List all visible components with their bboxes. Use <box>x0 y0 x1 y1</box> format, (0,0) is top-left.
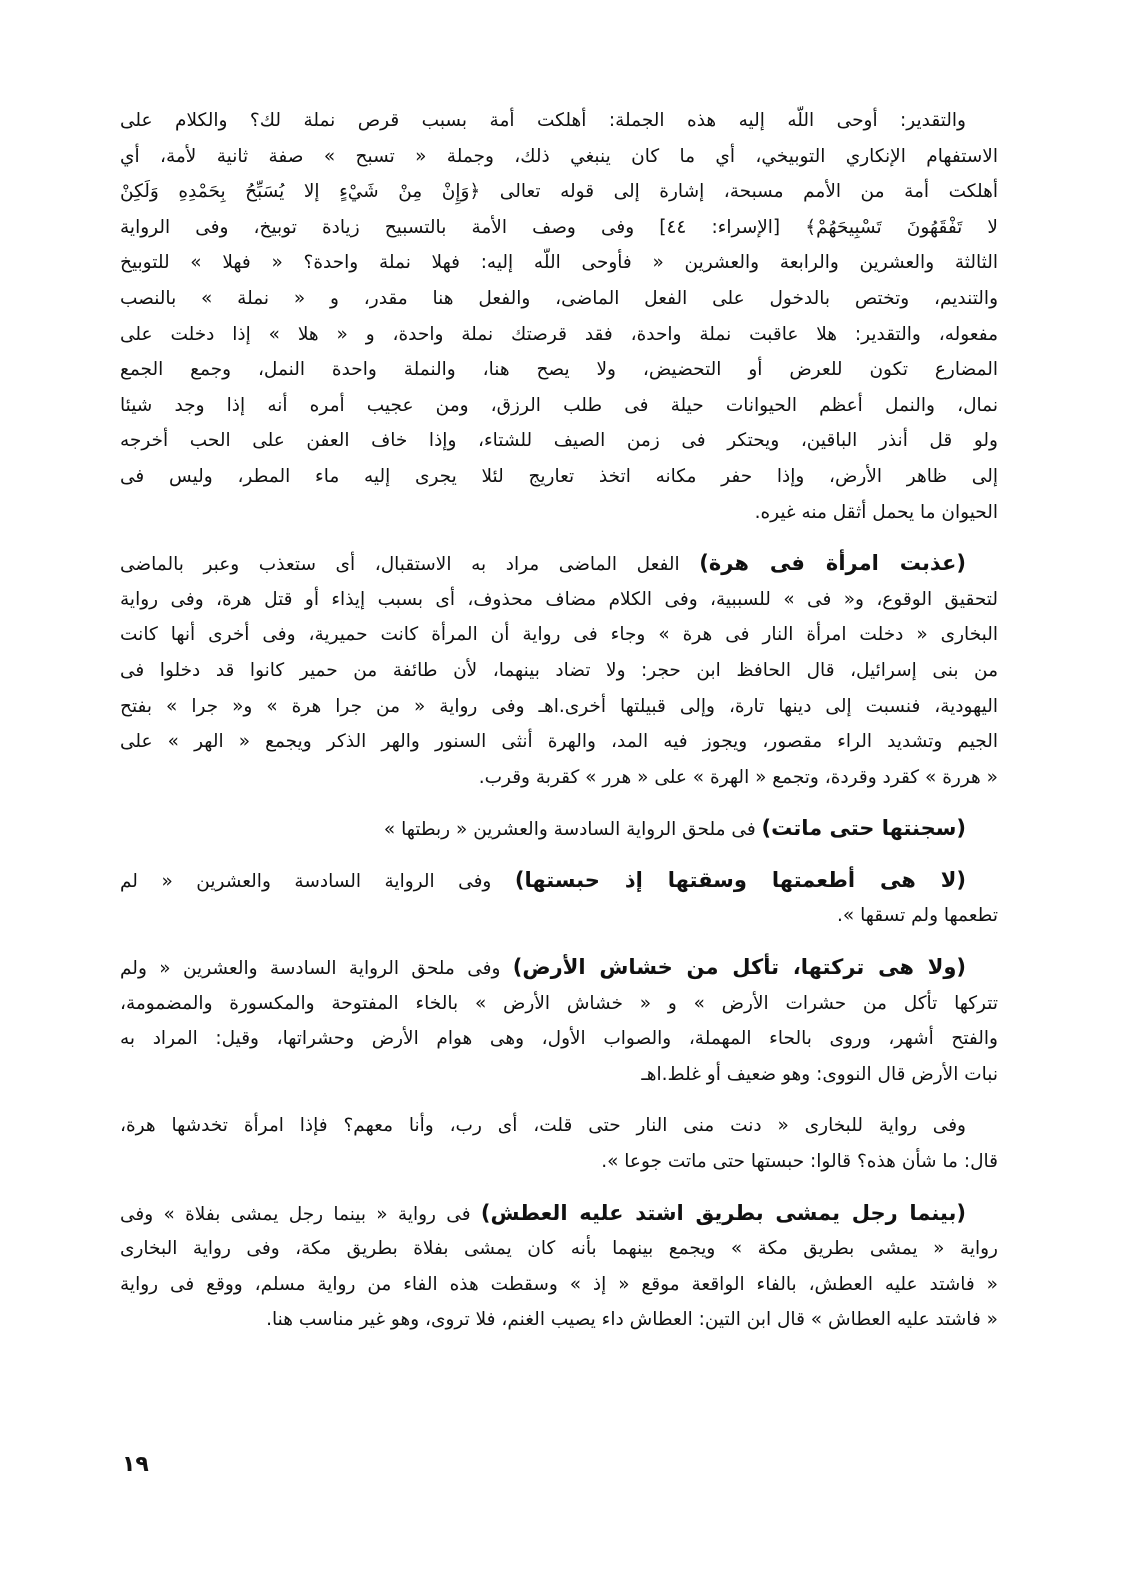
line-text: من بنى إسرائيل، قال الحافظ ابن حجر: ولا تضاد بينهما، لأن طائفة من حمير كانوا قد دخلوا فى <box>120 659 998 681</box>
paragraph <box>120 811 998 847</box>
line-text: تتركها تأكل من حشرات الأرض » و « خشاش الأرض » بالخاء المفتوحة والمكسورة والمضمومة، <box>120 992 998 1014</box>
bold-hadith-phrase: (سجنتها حتى ماتت) <box>761 816 966 841</box>
line-text: الحيوان ما يحمل أثقل منه غيره. <box>754 501 998 523</box>
line-text: لا تَفْقَهُونَ تَسْبِيحَهُمْ﴾ [الإسراء: ٤٤] وفى وصف الأمة بالتسبيح زيادة توبيخ، وفى الرواية <box>120 216 998 238</box>
page-number: ١٩ <box>122 1452 149 1477</box>
line-text: وفى ملحق الرواية السادسة والعشرين « ولم <box>120 958 513 980</box>
text-line <box>120 653 998 689</box>
paragraph <box>120 1108 998 1179</box>
text-line <box>120 689 998 725</box>
line-text: البخارى « دخلت امرأة النار فى هرة » وجاء فى رواية أن المرأة كانت حميرية، وفى أخرى أنها كانت <box>120 624 998 646</box>
line-text: إلى ظاهر الأرض، وإذا حفر مكانه اتخذ تعاريج لئلا يجرى إليه ماء المطر، وليس فى <box>120 465 998 487</box>
text-line <box>120 281 998 317</box>
line-text: ولو قل أنذر الباقين، ويحتكر فى زمن الصيف للشتاء، وإذا خاف العفن على الحب أخرجه <box>120 430 998 452</box>
text-line <box>120 352 998 388</box>
page-body <box>120 103 998 1354</box>
line-text: نبات الأرض قال النووى: وهو ضعيف أو غلط.اهـ <box>641 1063 998 1085</box>
line-text: فى رواية « بينما رجل يمشى بفلاة » وفى <box>120 1203 481 1225</box>
text-line <box>120 1267 998 1303</box>
text-line <box>120 811 998 847</box>
line-text: والفتح أشهر، وروى بالحاء المهملة، والصواب الأول، وهى هوام الأرض وحشراتها، وقيل: المراد به <box>120 1028 998 1050</box>
text-line <box>120 986 998 1022</box>
bold-hadith-phrase: (لا هى أطعمتها وسقتها إذ حبستها) <box>514 867 967 892</box>
text-line <box>120 760 998 796</box>
text-line <box>120 210 998 246</box>
bold-hadith-phrase: (بينما رجل يمشى بطريق اشتد عليه العطش) <box>480 1200 966 1225</box>
line-text: لتحقيق الوقوع، و« فى » للسببية، وفى الكلام مضاف محذوف، أى بسبب إيذاء أو قتل هرة، وفى رواية <box>120 588 998 610</box>
text-line <box>120 388 998 424</box>
line-text: فى ملحق الرواية السادسة والعشرين « ربطتها » <box>383 819 762 841</box>
line-text: المضارع تكون للعرض أو التحضيض، ولا يصح هنا، والنملة واحدة النمل، وجمع الجمع <box>120 359 998 381</box>
text-line <box>120 495 998 531</box>
line-text: الثالثة والعشرين والرابعة والعشرين « فأوحى اللّه إليه: فهلا نملة واحدة؟ « فهلا » للتوبيخ <box>120 252 998 274</box>
line-text: نمال، والنمل أعظم الحيوانات حيلة فى طلب الرزق، ومن عجيب أمره أنه إذا وجد شيئا <box>120 394 998 416</box>
text-line <box>120 724 998 760</box>
text-line <box>120 1144 998 1180</box>
text-line <box>120 1057 998 1093</box>
text-line <box>120 1196 998 1232</box>
line-text: وفى رواية للبخارى « دنت منى النار حتى قلت، أى رب، وأنا معهم؟ فإذا امرأة تخدشها هرة، <box>120 1115 966 1137</box>
text-line <box>120 174 998 210</box>
text-line <box>120 459 998 495</box>
paragraph <box>120 863 998 934</box>
line-text: وفى الرواية السادسة والعشرين « لم <box>120 870 515 892</box>
text-line <box>120 582 998 618</box>
line-text: الجيم وتشديد الراء مقصور، ويجوز فيه المد، والهرة أنثى السنور والهر الذكر ويجمع « الهر » على <box>120 731 998 753</box>
line-text: « فاشتد عليه العطاش » قال ابن التين: العطاش داء يصيب الغنم، فلا تروى، وهو غير مناسب هنا. <box>266 1309 998 1331</box>
text-line <box>120 423 998 459</box>
paragraph <box>120 950 998 1092</box>
line-text: الاستفهام الإنكاري التوبيخي، أي ما كان ينبغي ذلك، وجملة « تسبح » صفة ثانية لأمة، أي <box>120 145 998 167</box>
bold-hadith-phrase: (عذبت امرأة فى هرة) <box>699 551 966 576</box>
line-text: أهلكت أمة من الأمم مسبحة، إشارة إلى قوله تعالى ﴿وَإِنْ مِنْ شَيْءٍ إلا يُسَبِّحُ بِحَمْدِهِ وَلَكِنْ <box>120 181 998 203</box>
line-text: الفعل الماضى مراد به الاستقبال، أى ستعذب وعبر بالماضى <box>120 554 700 576</box>
text-line <box>120 245 998 281</box>
text-line <box>120 139 998 175</box>
line-text: تطعمها ولم تسقها ». <box>836 905 998 927</box>
text-line <box>120 898 998 934</box>
text-line <box>120 1231 998 1267</box>
line-text: مفعوله، والتقدير: هلا عاقبت نملة واحدة، فقد قرصتك نملة واحدة، و « هلا » إذا دخلت على <box>120 323 998 345</box>
paragraph <box>120 103 998 530</box>
text-line <box>120 1108 998 1144</box>
line-text: اليهودية، فنسبت إلى دينها تارة، وإلى قبيلتها أخرى.اهـ وفى رواية « من جرا هرة » و« جرا » بفتح <box>120 695 998 717</box>
bold-hadith-phrase: (ولا هى تركتها، تأكل من خشاش الأرض) <box>512 955 966 980</box>
line-text: والتنديم، وتختص بالدخول على الفعل الماضى، والفعل هنا مقدر، و « نملة » بالنصب <box>120 287 998 309</box>
paragraph <box>120 546 998 795</box>
text-line <box>120 1302 998 1338</box>
text-line <box>120 617 998 653</box>
text-line <box>120 950 998 986</box>
line-text: « هررة » كقرد وقردة، وتجمع « الهرة » على « هرر » كقربة وقرب. <box>478 766 998 788</box>
text-line <box>120 317 998 353</box>
line-text: « فاشتد عليه العطش، بالفاء الواقعة موقع « إذ » وسقطت هذه الفاء من رواية مسلم، ووقع فى رواية <box>120 1273 998 1295</box>
line-text: والتقدير: أوحى اللّه إليه هذه الجملة: أهلكت أمة بسبب قرص نملة لك؟ والكلام على <box>120 110 966 131</box>
text-line <box>120 103 998 139</box>
line-text: رواية « يمشى بطريق مكة » ويجمع بينهما بأنه كان يمشى بفلاة بطريق مكة، وفى رواية البخارى <box>120 1238 998 1260</box>
text-line <box>120 546 998 582</box>
text-line <box>120 1021 998 1057</box>
text-line <box>120 863 998 899</box>
line-text: قال: ما شأن هذه؟ قالوا: حبستها حتى ماتت جوعا ». <box>601 1151 998 1173</box>
paragraph <box>120 1196 998 1338</box>
